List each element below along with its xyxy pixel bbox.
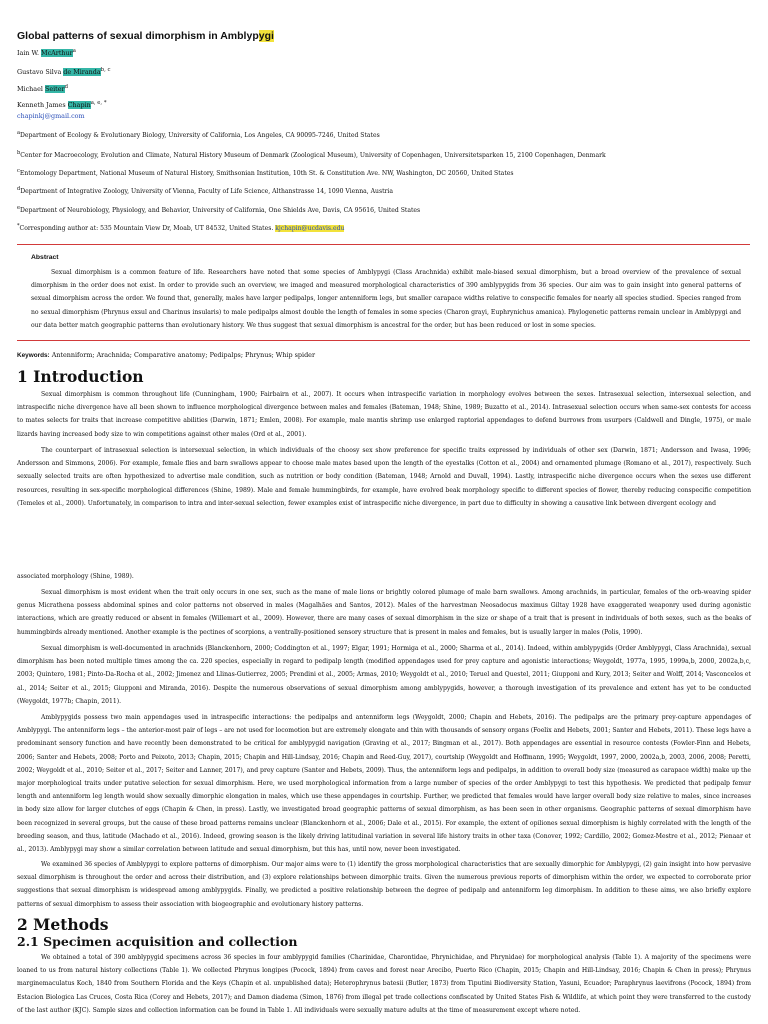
author-sup: d bbox=[64, 84, 68, 90]
affil-text: Department of Neurobiology, Physiology, and Behavior, University of California, One Shields Ave, Davis, CA 95616, United States bbox=[20, 207, 421, 215]
author-3 bbox=[17, 84, 68, 93]
abstract-box bbox=[31, 254, 741, 332]
affil-text: Corresponding author at: 535 Mountain View Dr, Moab, UT 84532, United States. bbox=[19, 225, 274, 233]
author-name: Michael bbox=[17, 85, 45, 94]
intro-paragraph-4: Sexual dimorphism is well-documented in arachnids (Blanckenhorn, 2000; Coddington et al., 1997; Elgar, 1991; Hormiga et al., 2000; Sharma et al., 2014). Indeed, within amblypygids (Order Amblypygi, Class Arachnida), sexual dimorphism has been noted multiple times among the ca. 220 species, especially in regard to pedipalp length (modified appendages used for prey capture and agonistic interactions; Weygoldt, 1977a, 1995, 1999a,b, 2000, 2002a,b,c, 2003; Quintero, 1981; Pinto-Da-Rocha et al., 2002; Jimenez and Llinas-Gutierrez, 2005; Prendini et al., 2005; Armas, 2010; Weygoldt et al., 2010; Teruel and Questel, 2011; Giupponi and Kury, 2013; Seiter and Wolff, 2014; Vasconcelos et al., 2014; Seiter et al., 2015; Giupponi and Miranda, 2016). Despite the numerous observations of sexual dimorphism among amblypygids, however, a thorough investigation of its prevalence and extent has yet to be conducted (Weygoldt, 1977b; Chapin, 2011). bbox=[17, 645, 751, 705]
intro-paragraph-3: Sexual dimorphism is most evident when the trait only occurs in one sex, such as the mane of male lions or brightly colored plumage of male barn swallows. Among arachnids, in particular, females of the orb-weaving spider genus Micrathena possess abdominal spines and color patterns not observed in males (Magalhães and Santos, 2012). Males of the harvestman Neosadocus maximus Giltay 1928 have exaggerated weaponry used during agonistic interactions, which are greatly reduced or absent in females (Willemart et al., 2009). However, there are many cases of sexual dimorphism in the size or shape of a trait that is present in individuals of both sexes, such as the beaks of hummingbirds already mentioned. Another example is the pectines of scorpions, a ventrally-positioned sensory structure that is present in males and females, but is usually larger in males (Polis, 1990). bbox=[17, 589, 751, 636]
author-2 bbox=[17, 67, 110, 76]
corresponding-email-link[interactable]: kjchapin@ucdavis.edu bbox=[275, 225, 345, 233]
intro-paragraph-5: Amblypygids possess two main appendages used in intraspecific interactions: the pedipalps and antenniform legs (Weygoldt, 2000; Chapin and Hebets, 2016). The pedipalps are the primary prey-capture appendages of Amblypygi. The antenniform legs – the anterior-most pair of legs – are not used for locomotion but are extremely elongate and thin with thousands of sensory organs (Foelix and Hebets, 2001; Santer and Hebets, 2011). These legs have a predominant sensory function and have recently been demonstrated to be critical for amblypygid navigation (Graving et al., 2017; Bingman et al., 2017). Both appendages are essential in resource contests (Fowler-Finn and Hebets, 2006; Santer and Hebets, 2008; Porto and Peixoto, 2013; Chapin, 2015; Chapin and Hill-Lindsay, 2016; Chapin and Reed-Guy, 2017), courtship (Weygoldt and Hoffmann, 1995; Weygoldt, 1997, 2000, 2002a,b, 2003, 2006, 2008; Peretti, 2002; Weygoldt et al., 2010; Seiter et al., 2017; Seiter and Lanner, 2017), and prey capture (Santer and Hebets, 2009). Thus, the antenniform legs and pedipalps, in addition to overall body size (measured as carapace width) make up the major morphological traits under putative selection for sexual dimorphism. Here, we used morphological information from a large number of species of the order Amblypygi to test this hypothesis. We predicted that pedipalp femur length and antenniform leg length would show sexually dimorphic elongation in males, which use these appendages in courtship. Further, we predicted that females would have larger overall body size relative to males, since increases in body size allow for larger clutches of eggs (Chapin & Chen, in press). Lastly, we investigated broad geographic patterns of sexual dimorphism, as has been seen in other organisms. Geographic patterns of sexual dimorphism have been recognized in several groups, but the cause of these broad patterns remains unclear (Blanckenhorn et al., 2006; Dale et al., 2015). For example, the extent of opiliones sexual dimorphism is highly correlated with the length of the breeding season, and thus, latitude (Machado et al., 2016). Indeed, growing season is the likely driving latitudinal variation in several life history traits in other taxa (Conover, 1992; Cardillo, 2002; Gomez-Mestre et al., 2012; Pienaar et al., 2013). Amblypygi may show a similar correlation between latitude and sexual dimorphism, but this has, until now, never been investigated. bbox=[17, 714, 751, 854]
keywords-label: Keywords: bbox=[17, 352, 50, 359]
intro-paragraph-2-continued: associated morphology (Shine, 1989). bbox=[17, 573, 134, 580]
author-name: Iain W. bbox=[17, 49, 42, 58]
author-surname: de Miranda bbox=[63, 68, 101, 77]
author-1 bbox=[17, 48, 76, 57]
affil-sup: d bbox=[17, 186, 21, 192]
author-name: Gustavo Silva bbox=[17, 68, 64, 77]
affil-sup: e bbox=[17, 205, 21, 211]
subsection-heading-specimens: 2.1 Specimen acquisition and collection bbox=[17, 934, 298, 949]
intro-paragraph-6: We examined 36 species of Amblypygi to explore patterns of dimorphism. Our major aims were to (1) identify the gross morphological characteristics that are sexually dimorphic for Amblypygi, (2) gain insight into how pervasive sexual dimorphism is throughout the order and across their distribution, and (3) explore relationships between dimorphic traits. Given the numerous previous reports of dimorphism within the order, we expected to corroborate prior suggestions that sexual dimorphism is widespread among amblypygids. Finally, we predicted a positive relationship between the degree of pedipalp and antenniform leg dimorphism. In addition to these aims, we also briefly explore patterns of sexual dimorphism to assess their association with biogeographic and evolutionary history patterns. bbox=[17, 861, 751, 908]
affiliation-e bbox=[17, 205, 420, 214]
author-surname: McArthur bbox=[41, 49, 73, 58]
title-highlight: ygi bbox=[258, 30, 274, 42]
affil-text: Department of Integrative Zoology, University of Vienna, Faculty of Life Science, Althanstrasse 14, 1090 Vienna, Austria bbox=[20, 188, 394, 196]
keywords-text: Antenniform; Arachnida; Comparative anatomy; Pedipalps; Phrynus; Whip spider bbox=[49, 351, 315, 359]
affil-sup: a bbox=[17, 130, 21, 136]
author-sup: a, e, * bbox=[90, 100, 107, 106]
affil-sup: c bbox=[17, 168, 20, 174]
author-email-link[interactable]: chapinkj@gmail.com bbox=[17, 112, 85, 120]
abstract-text: Sexual dimorphism is a common feature of life. Researchers have noted that some species of Amblypygi (Class Arachnida) exhibit male-biased sexual dimorphism, but a broad overview of the prevalence of sexual dimorphism in the order does not exist. In order to provide such an overview, we imaged and measured morphological characteristics of 390 amblypygids from 36 species. Our aim was to gain insight into general patterns of sexual dimorphism across the order. We found that, generally, males have larger pedipalps, longer antenniform legs, but smaller carapace widths relative to conspecific females for nearly all species studied. Species ranged from no sexual dimorphism (Phrynus exsul and Charinus insularis) to male pedipalps almost double the length of females in some species (Charon grayi, Euphrynichus amanica). Phylogenetic patterns remain unclear in Amblypygi and our data better match geographic patterns than evolutionary history. We thus suggest that sexual dimorphism is ancestral for the order, but has been reduced or lost in some species. bbox=[31, 269, 741, 329]
author-surname: Seiter bbox=[44, 85, 65, 94]
author-4 bbox=[17, 100, 107, 109]
intro-paragraph-1: Sexual dimorphism is common throughout life (Cunningham, 1900; Fairbairn et al., 2007). It occurs when intraspecific variation in morphology evolves between the sexes. Intrasexual selection, intersexual selection, and intraspecific niche divergence have all been shown to influence morphological divergence between males and females (Bateman, 1948; Shine, 1989; Buzatto et al., 2014). Intrasexual selection occurs when same-sex contests for access to mates selects for traits that increase competitive abilities (Darwin, 1871; Emlen, 2008). For example, male mantis shrimp use enlarged raptorial appendages to defend burrows from usurpers (Caldwell and Dingle, 1975), or male lizards having increased body size to win competitions against other males (Ord et al., 2001). bbox=[17, 391, 751, 438]
author-name: Kenneth James bbox=[17, 101, 68, 110]
affil-text: Department of Ecology & Evolutionary Biology, University of California, Los Angeles, CA 90095-7246, United States bbox=[20, 132, 380, 140]
title-text: Global patterns of sexual dimorphism in Amblyp bbox=[17, 30, 259, 42]
abstract-heading: Abstract bbox=[31, 254, 59, 261]
affiliation-d bbox=[17, 186, 393, 195]
section-heading-introduction: 1 Introduction bbox=[17, 367, 144, 386]
affiliation-b bbox=[17, 150, 606, 159]
abstract-top-divider bbox=[17, 244, 750, 245]
affiliation-a bbox=[17, 130, 380, 139]
methods-paragraph-1: We obtained a total of 390 amblypygid specimens across 36 species in four amblypygid families (Charinidae, Charontidae, Phrynichidae, and Phrynidae) for morphological analysis (Table 1). A majority of the specimens were loaned to us from natural history collections (Table 1). We collected Phrynus longipes (Pocock, 1894) from caves and forest near Arecibo, Puerto Rico (Chapin, 2015; Chapin and Hill-Lindsay, 2016; Chapin & Chen in press); Phrynus marginemaculatus Koch, 1840 from Southern Florida and the Keys (Chapin et al. unpublished data); Heterophrynus batesii (Butler, 1873) from Tiputini Biodiversity Station, Yasuni, Ecuador; Paraphrynus laevifrons (Pocock, 1894) from Estacion Biologica Las Cruces, Costa Rica (Corey and Hebets, 2017); and Damon diadema (Simon, 1876) from illegal pet trade collections confiscated by United States Fish & Wildlife, at which point they were transferred to the custody of the last author (KJC). Sample sizes and collection information can be found in Table 1. All individuals were sexually mature adults at the time of measurement except where noted. bbox=[17, 954, 751, 1014]
affiliation-c bbox=[17, 168, 514, 177]
corresponding-author bbox=[17, 223, 344, 232]
affil-text: Center for Macroecology, Evolution and Climate, Natural History Museum of Denmark (Zoological Museum), University of Copenhagen, Universitetsparken 15, 2100 Copenhagen, Denmark bbox=[20, 152, 606, 160]
author-sup: a bbox=[72, 48, 76, 54]
author-sup: b, c bbox=[100, 67, 111, 73]
author-surname: Chapin bbox=[67, 101, 91, 110]
abstract-bottom-divider bbox=[17, 340, 750, 341]
affil-text: Entomology Department, National Museum of Natural History, Smithsonian Institution, 10th St. & Constitution Ave. NW, Washington, DC 20560, United States bbox=[19, 170, 514, 178]
keywords bbox=[17, 351, 315, 359]
paper-title bbox=[17, 30, 274, 42]
intro-paragraph-2: The counterpart of intrasexual selection is intersexual selection, in which individuals of the choosy sex show preference for specific traits expressed by individuals of other sex (Darwin, 1871; Andersson and Iwasa, 1996; Andersson and Simmons, 2006). For example, female flies and barn swallows appear to choose male mates based upon the length of the eyestalks (Cotton et al., 2004) and ornamented plumage (Romano et al., 2017), respectively. Such sexually selected traits are often hypothesized to advertise male condition, such as nutrition or body condition (Bateman, 1948; Arnold and Duvall, 1994). Lastly, intraspecific niche divergence occurs when the sexes use different resources, resulting in sex-specific morphological differences (Shine, 1989). Male and female hummingbirds, for example, have evolved beak morphology specific to different species of flower, thereby reducing conspecific competition (Temeles et al., 2000). Unfortunately, in comparison to intra and inter-sexual selection, fewer examples exist of intraspecific niche divergence, in part due to difficulty in showing a causative link between divergent ecology and bbox=[17, 447, 751, 507]
affil-sup: * bbox=[17, 223, 20, 229]
affil-sup: b bbox=[17, 150, 21, 156]
section-heading-methods: 2 Methods bbox=[17, 915, 109, 934]
